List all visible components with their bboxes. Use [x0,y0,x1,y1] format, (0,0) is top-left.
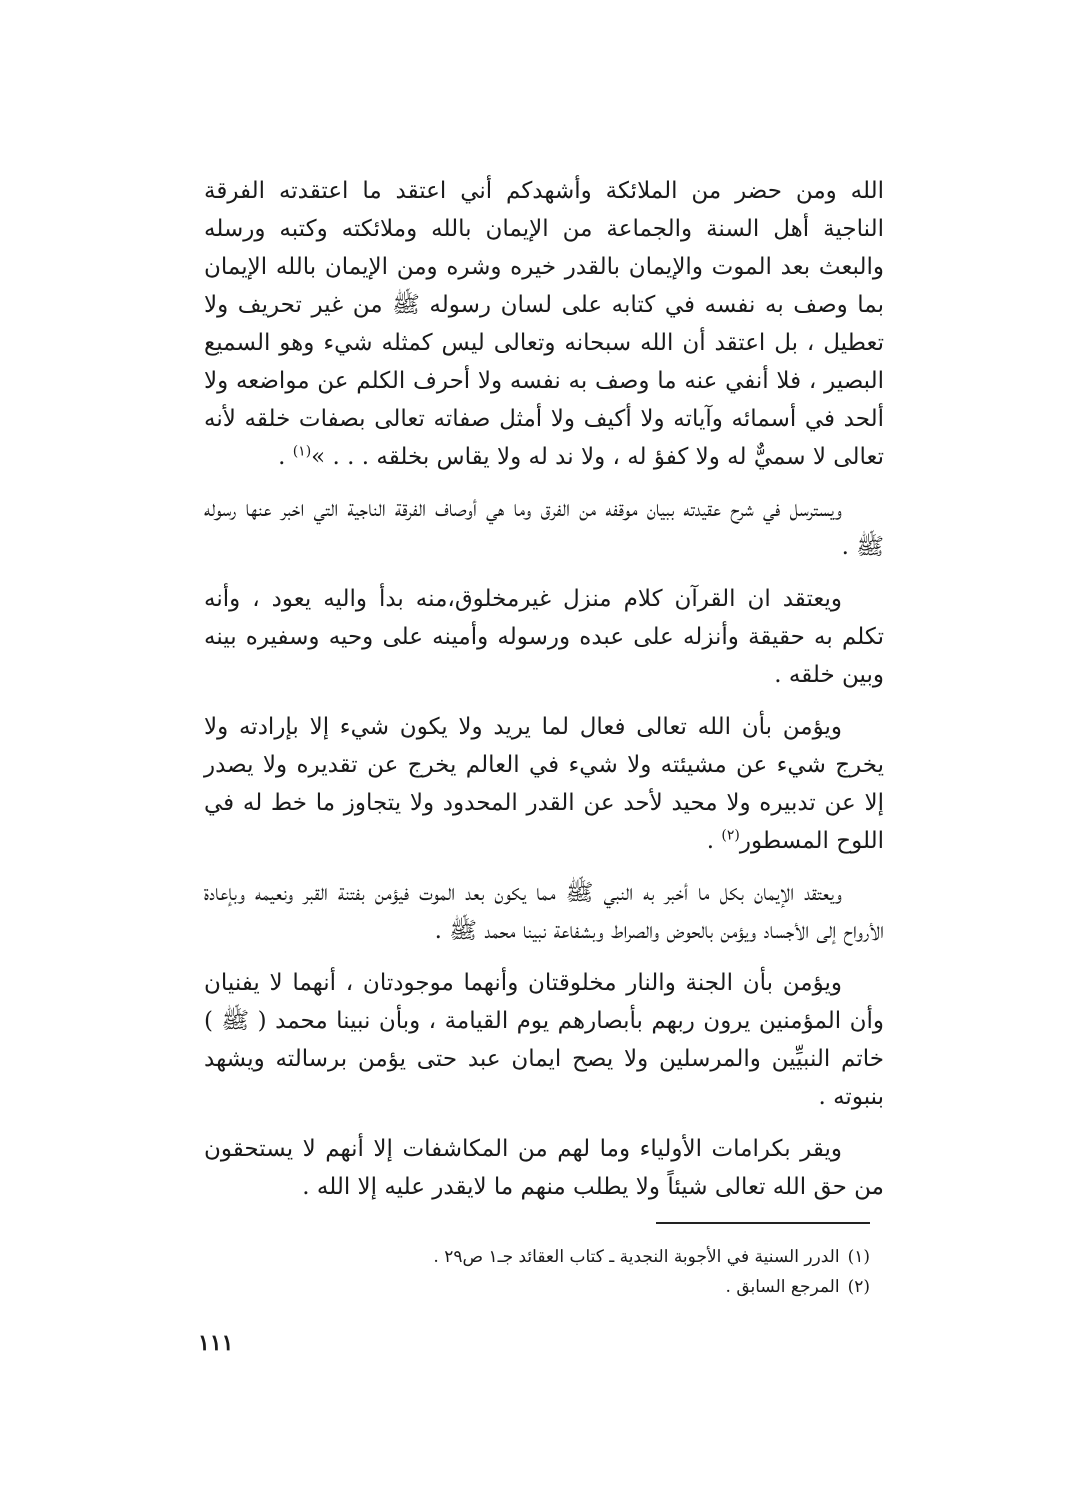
paragraph-text: ويؤمن بأن الله تعالى فعال لما يريد ولا يكون شيء إلا بإرادته ولا يخرج شيء عن مشيئته ولا شيء في العالم يخرج عن تقديره ولا يصدر إلا عن تدبيره ولا محيد لأحد عن القدر المحدود ولا يتجاوز ما خط له في اللوح المسطور [204,714,884,854]
footnote-1 [204,1242,870,1272]
footnote-text: الدرر السنية في الأجوبة النجدية ـ كتاب العقائد جـ١ ص٢٩ . [433,1247,840,1267]
footnote-ref: (١) [292,443,312,460]
paragraph-text: ويؤمن بأن الجنة والنار مخلوقتان وأنهما موجودتان ، أنهما لا يفنيان وأن المؤمنين يرون ربهم بأبصارهم يوم القيامة ، وبأن نبينا محمد ( ﷺ ) خاتم النبيِّين والمرسلين ولا يصح ايمان عبد حتى يؤمن برسالته ويشهد بنبوته . [204,970,884,1110]
paragraph-tail: . [278,444,293,470]
paragraph-7 [204,1130,884,1206]
paragraph-3 [204,580,884,694]
paragraph-text: الله ومن حضر من الملائكة وأشهدكم أني اعتقد ما اعتقدته الفرقة الناجية أهل السنة والجماعة من الإيمان بالله وملائكته وكتبه ورسله والبعث بعد الموت والإيمان بالقدر خيره وشره ومن الإيمان بالله الإيمان بما وصف به نفسه في كتابه على لسان رسوله ﷺ من غير تحريف ولا تعطيل ، بل اعتقد أن الله سبحانه وتعالى ليس كمثله شيء وهو السميع البصير ، فلا أنفي عنه ما وصف به نفسه ولا أحرف الكلم عن مواضعه ولا ألحد في أسمائه وآياته ولا أكيف ولا أمثل صفاته تعالى بصفات خلقه لأنه تعالى لا سميٌّ له ولا كفؤ له ، ولا ند له ولا يقاس بخلقه . . . » [204,178,884,470]
paragraph-text: ويسترسل في شرح عقيدته ببيان موقفه من الفرق وما هي أوصاف الفرقة الناجية التي اخبر عنها رسوله ﷺ . [204,496,884,560]
paragraph-tail: . [706,828,722,854]
main-text [204,172,884,1220]
footnote-number: (٢) [847,1277,870,1297]
paragraph-5 [204,874,884,950]
paragraph-text: ويعتقد الإيمان بكل ما أخبر به النبي ﷺ مما يكون بعد الموت فيؤمن بفتنة القبر ونعيمه وبإعادة الأرواح إلى الأجساد ويؤمن بالحوض والصراط وبشفاعة نبينا محمد ﷺ . [204,880,884,944]
paragraph-1 [204,172,884,476]
paragraph-6 [204,964,884,1116]
footnotes [204,1242,870,1302]
paragraph-2 [204,490,884,566]
footnote-ref: (٢) [721,827,740,844]
footnote-2 [204,1272,870,1302]
paragraph-text: ويقر بكرامات الأولياء وما لهم من المكاشفات إلا أنهم لا يستحقون من حق الله تعالى شيئاً ولا يطلب منهم ما لايقدر عليه إلا الله . [204,1136,884,1200]
footnote-text: المرجع السابق . [725,1277,840,1297]
paragraph-text: ويعتقد ان القرآن كلام منزل غيرمخلوق،منه بدأ واليه يعود ، وأنه تكلم به حقيقة وأنزله على عبده ورسوله وأمينه على وحيه وسفيره بينه وبين خلقه . [204,586,884,688]
footnote-divider [656,1222,870,1224]
paragraph-4 [204,708,884,860]
footnote-number: (١) [847,1247,870,1267]
page-number: ١١١ [198,1330,234,1356]
